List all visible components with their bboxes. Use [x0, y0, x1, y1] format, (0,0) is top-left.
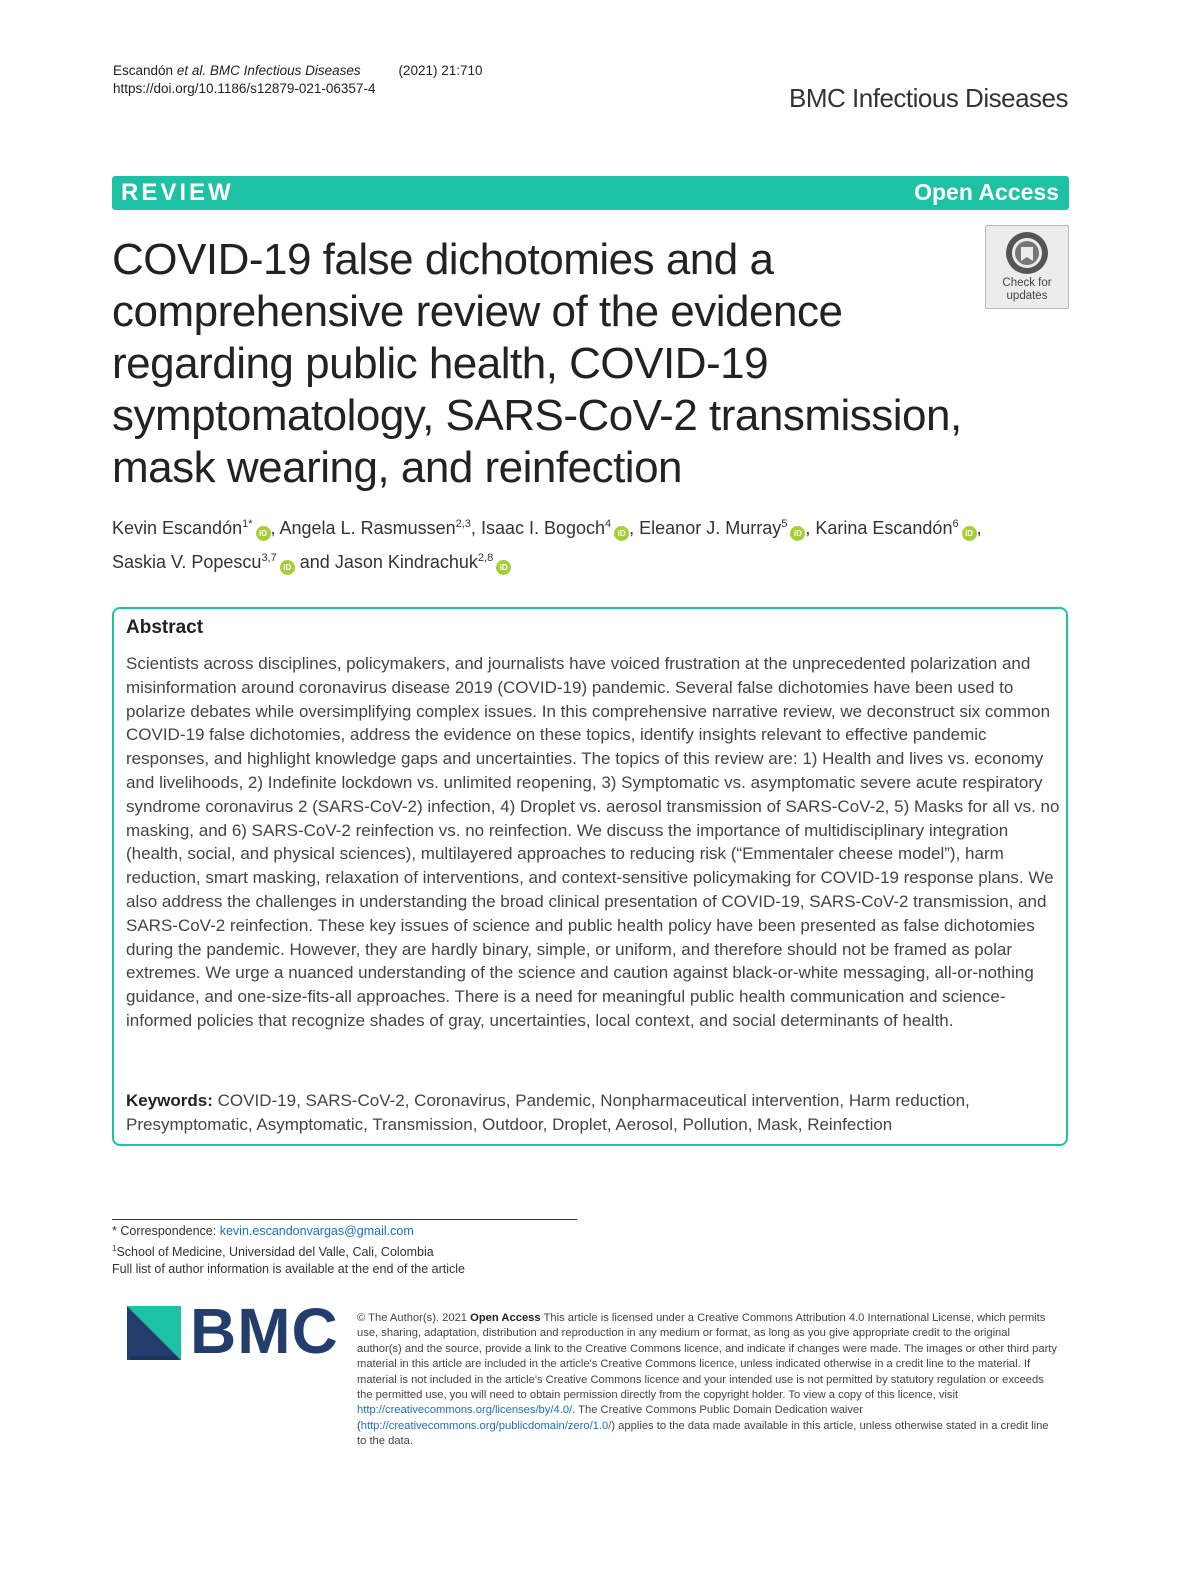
footnote-divider: [112, 1219, 577, 1220]
license-link-zero[interactable]: http://creativecommons.org/publicdomain/zero/1.0/: [360, 1419, 612, 1432]
author-name: Saskia V. Popescu: [112, 552, 262, 572]
author-affiliation: 1*: [242, 518, 253, 530]
doi-link[interactable]: https://doi.org/10.1186/s12879-021-06357-4: [113, 81, 376, 96]
correspondence-line: [112, 1223, 465, 1240]
license-tail: ) applies to the data made available in this article, unless otherwise stated in a credit line to the data.: [357, 1419, 1049, 1448]
license-text: [357, 1311, 1057, 1450]
license-copyright: © The Author(s). 2021: [357, 1312, 468, 1324]
footnotes: [112, 1223, 465, 1278]
abstract-heading: Abstract: [126, 617, 204, 638]
author-conjunction: and: [299, 552, 330, 572]
orcid-icon[interactable]: iD: [256, 526, 271, 541]
correspondence-email-link[interactable]: kevin.escandonvargas@gmail.com: [219, 1224, 414, 1238]
affiliation-number: 1: [112, 1244, 117, 1253]
license-waiver: . The Creative Commons Public Domain Dedication waiver (: [357, 1404, 863, 1432]
author-name: Karina Escandón: [815, 518, 953, 538]
journal-name: BMC Infectious Diseases: [789, 83, 1068, 113]
author-list: Kevin Escandón$^{1*}$iD , Angela L. Rasmussen$^{2,3}$, Isaac I. Bogoch$^4$iD , Eleanor J. Murray$^5$iD , Karina Escandón$^6$iD , Saskia V. Popescu$^{3,7}$iD and Jason Kindrachuk$^{2,8}$iD: [112, 509, 1072, 577]
author-name: Jason Kindrachuk: [334, 552, 478, 572]
license-body: This article is licensed under a Creative Commons Attribution 4.0 International License, which permits use, sharing, adaptation, distribution and reproduction in any medium or format, as long as you give appropriate credit to the original author(s) and the source, provide a link to the Creative Commons licence, and indicate if changes were made. The images or other third party material in this article are included in the article's Creative Commons licence, unless indicated otherwise in a credit line to the material. If material is not included in the article's Creative Commons licence and your intended use is not permitted by statutory regulation or exceeds the permitted use, you will need to obtain permission directly from the copyright holder. To view a copy of this licence, visit: [357, 1312, 1057, 1402]
check-for-updates-button[interactable]: [985, 225, 1069, 309]
orcid-icon[interactable]: iD: [790, 526, 805, 541]
bmc-logo-text: BMC: [190, 1295, 339, 1367]
correspondence-label: * Correspondence:: [112, 1224, 217, 1238]
author-affiliation: 2,8: [477, 552, 494, 564]
check-updates-line1: Check for: [1002, 277, 1052, 289]
check-updates-icon: [1004, 230, 1050, 276]
author-affiliation: 3,7: [261, 552, 277, 564]
license-open-access: Open Access: [470, 1312, 541, 1324]
keywords: [126, 1089, 1061, 1137]
author-affiliation: 2,3: [455, 518, 471, 530]
check-updates-line2: updates: [1006, 290, 1048, 302]
running-header: [113, 62, 483, 98]
abstract-text: Scientists across disciplines, policymakers, and journalists have voiced frustration at the unprecedented polarization and misinformation around coronavirus disease 2019 (COVID-19) pandemic. Several false dichotomies have been used to polarize debates while oversimplifying complex issues. In this comprehensive narrative review, we deconstruct six common COVID-19 false dichotomies, address the evidence on these topics, identify insights relevant to effective pandemic responses, and highlight knowledge gaps and uncertainties. The topics of this review are: 1) Health and lives vs. economy and livelihoods, 2) Indefinite lockdown vs. unlimited reopening, 3) Symptomatic vs. asymptomatic severe acute respiratory syndrome coronavirus 2 (SARS-CoV-2) infection, 4) Droplet vs. aerosol transmission of SARS-CoV-2, 5) Masks for all vs. no masking, and 6) SARS-CoV-2 reinfection vs. no reinfection. We discuss the importance of multidisciplinary integration (health, social, and physical sciences), multilayered approaches to reducing risk (“Emmentaler cheese model”), harm reduction, smart masking, relaxation of interventions, and context-sensitive policymaking for COVID-19 response plans. We also address the challenges in understanding the broad clinical presentation of COVID-19, SARS-CoV-2 transmission, and SARS-CoV-2 reinfection. These key issues of science and public health policy have been presented as false dichotomies during the pandemic. However, they are hardly binary, simple, or uniform, and therefore should not be framed as polar extremes. We urge a nuanced understanding of the science and caution against black-or-white messaging, all-or-nothing guidance, and one-size-fits-all approaches. There is a need for meaningful public health communication and science-informed policies that recognize shades of gray, uncertainties, local context, and social determinants of health.: [126, 654, 1060, 1030]
affiliation-text: School of Medicine, Universidad del Valle, Cali, Colombia: [116, 1245, 434, 1260]
keywords-label: Keywords:: [126, 1091, 213, 1110]
citation-etal: et al.: [176, 63, 207, 78]
citation-author: Escandón: [113, 63, 174, 78]
affiliation-line: [112, 1240, 465, 1261]
keywords-list: COVID-19, SARS-CoV-2, Coronavirus, Pandemic, Nonpharmaceutical intervention, Harm reduction, Presymptomatic, Asymptomatic, Transmission, Outdoor, Droplet, Aerosol, Pollution, Mask, Reinfection: [126, 1091, 970, 1134]
author-affiliation: 4: [605, 518, 612, 530]
article-title: COVID-19 false dichotomies and a comprehensive review of the evidence regarding public health, COVID-19 symptomatology, SARS-CoV-2 transmission, mask wearing, and reinfection: [112, 235, 962, 492]
orcid-icon[interactable]: iD: [280, 560, 295, 575]
author-affiliation: 5: [781, 518, 788, 530]
orcid-icon[interactable]: iD: [962, 526, 977, 541]
license-link-by[interactable]: http://creativecommons.org/licenses/by/4.0/: [357, 1404, 573, 1417]
article-type-label: REVIEW: [121, 179, 234, 206]
citation-year: (2021) 21:710: [398, 63, 483, 78]
author-name: Kevin Escandón: [112, 518, 243, 538]
citation-journal: BMC Infectious Diseases: [209, 63, 361, 78]
bmc-logo-icon: [127, 1306, 181, 1360]
citation-line: [113, 62, 483, 80]
author-name: Isaac I. Bogoch: [480, 518, 606, 538]
orcid-icon[interactable]: iD: [496, 560, 511, 575]
author-affiliation: 6: [952, 518, 959, 530]
author-name: Eleanor J. Murray: [639, 518, 782, 538]
author-info-note: Full list of author information is available at the end of the article: [112, 1262, 465, 1277]
open-access-label: Open Access: [914, 179, 1059, 205]
orcid-icon[interactable]: iD: [614, 526, 629, 541]
abstract-box: [112, 607, 1068, 1146]
author-name: Angela L. Rasmussen: [279, 518, 456, 538]
article-type-banner: [112, 176, 1069, 210]
